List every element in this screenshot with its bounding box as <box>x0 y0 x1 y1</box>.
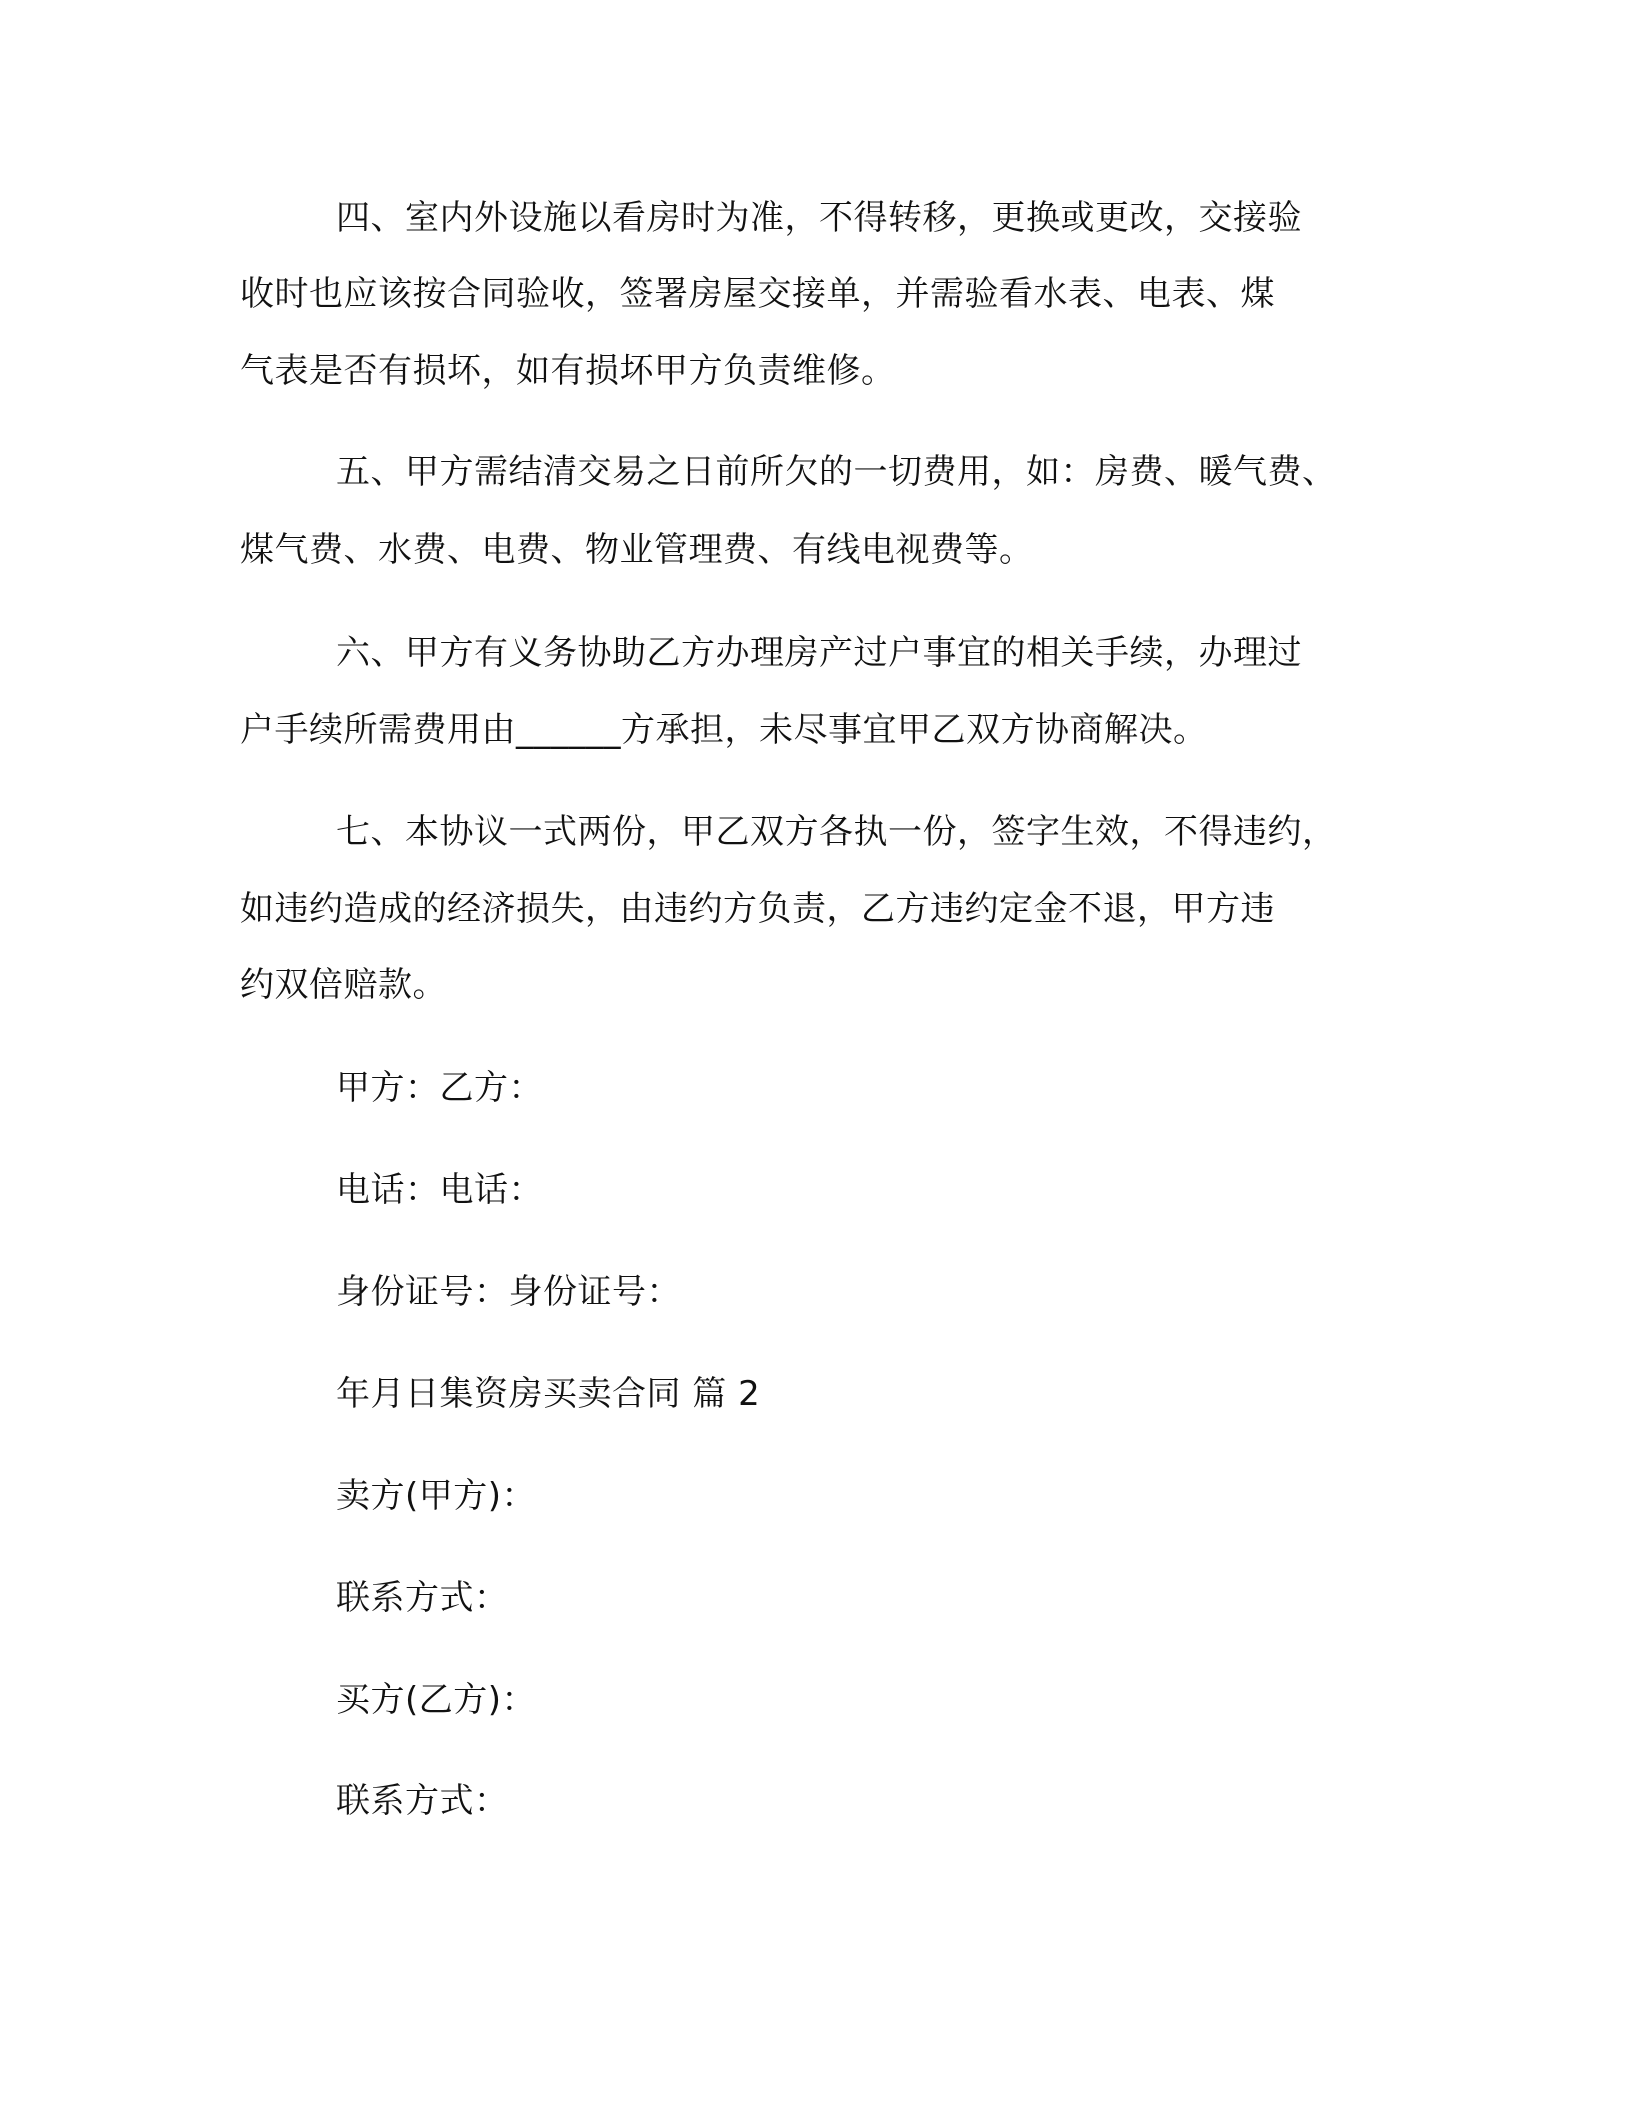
clause-4-line-1: 四、室内外设施以看房时为准，不得转移，更换或更改，交接验 <box>336 198 1302 238</box>
signature-id-numbers: 身份证号：身份证号： <box>336 1272 681 1312</box>
clause-4-line-2: 收时也应该按合同验收，签署房屋交接单，并需验看水表、电表、煤 <box>240 274 1275 314</box>
clause-6-line-1: 六、甲方有义务协助乙方办理房产过户事宜的相关手续，办理过 <box>336 633 1302 673</box>
clause-5-line-2: 煤气费、水费、电费、物业管理费、有线电视费等。 <box>240 530 1034 570</box>
clause-6-line-2: 户手续所需费用由______方承担，未尽事宜甲乙双方协商解决。 <box>240 710 1208 750</box>
clause-7-line-3: 约双倍赔款。 <box>240 965 447 1005</box>
contract-2-title: 年月日集资房买卖合同 篇 2 <box>336 1374 761 1414</box>
clause-4-line-3: 气表是否有损坏，如有损坏甲方负责维修。 <box>240 351 896 391</box>
clause-7-line-1: 七、本协议一式两份，甲乙双方各执一份，签字生效，不得违约， <box>336 812 1337 852</box>
buyer-contact-label: 联系方式： <box>336 1781 509 1821</box>
clause-7-line-2: 如违约造成的经济损失，由违约方负责，乙方违约定金不退，甲方违 <box>240 889 1275 929</box>
buyer-label: 买方(乙方)： <box>336 1680 537 1720</box>
signature-phones: 电话：电话： <box>336 1170 543 1210</box>
seller-contact-label: 联系方式： <box>336 1578 509 1618</box>
signature-parties: 甲方：乙方： <box>336 1068 543 1108</box>
seller-label: 卖方(甲方)： <box>336 1476 537 1516</box>
clause-5-line-1: 五、甲方需结清交易之日前所欠的一切费用，如：房费、暖气费、 <box>336 452 1337 492</box>
